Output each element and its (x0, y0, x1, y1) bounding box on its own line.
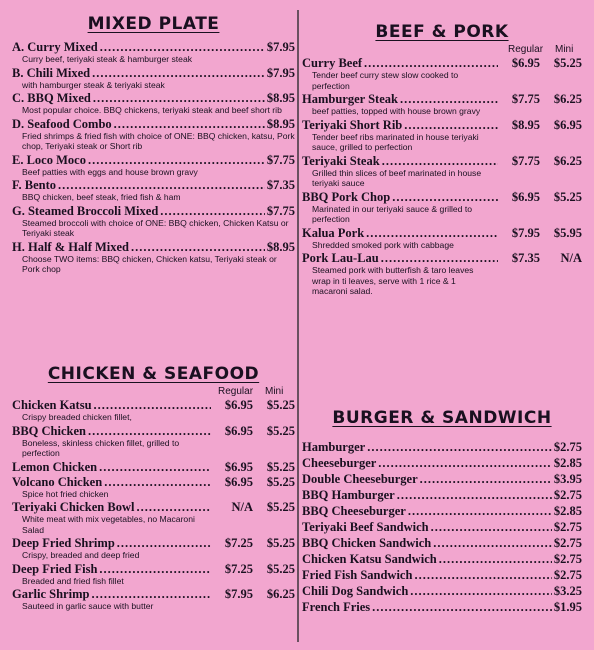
mixed-plate-section (12, 14, 295, 276)
menu-item-description: Breaded and fried fish fillet (22, 575, 124, 586)
chicken-seafood-title: CHICKEN & SEAFOOD (47, 364, 260, 384)
menu-item (302, 600, 582, 614)
leader-dots (100, 40, 265, 54)
leader-dots (92, 66, 265, 80)
menu-item-name: Hamburger Steak (302, 92, 398, 106)
leader-dots (378, 456, 552, 470)
chicken-seafood-list (12, 398, 295, 612)
menu-item-line (302, 226, 582, 240)
menu-item-description: Choose TWO items: BBQ chicken, Chicken katsu, Teriyaki steak or Pork chop (22, 253, 277, 274)
menu-item-price: $8.95 (266, 116, 295, 131)
menu-item (302, 568, 582, 582)
menu-item-line (12, 536, 295, 550)
menu-item-price: $2.75 (553, 568, 582, 582)
mini-price: $5.25 (266, 423, 295, 438)
menu-item-name: G. Steamed Broccoli Mixed (12, 203, 159, 218)
menu-item-description: Grilled thin slices of beef marinated in house teriyaki sauce (312, 167, 482, 188)
menu-item-description: Marinated in our teriyaki sauce & grilled to perfection (312, 203, 473, 224)
regular-price: $8.95 (511, 117, 540, 132)
menu-item (302, 552, 582, 566)
menu-item-name: Double Cheeseburger (302, 472, 418, 486)
menu-item-description: BBQ chicken, beef steak, fried fish & ham (22, 192, 181, 202)
menu-item-name: BBQ Hamburger (302, 488, 395, 502)
menu-item-name: BBQ Chicken (12, 423, 86, 438)
menu-item-line (12, 562, 295, 576)
leader-dots (439, 552, 552, 566)
leader-dots (392, 190, 498, 204)
leader-dots (382, 154, 498, 168)
leader-dots (114, 117, 265, 131)
menu-item-line (302, 520, 582, 534)
menu-item-price: $7.95 (266, 40, 295, 54)
menu-item (302, 536, 582, 550)
menu-item-line (12, 153, 295, 167)
chicken-seafood-column-headers (12, 386, 295, 398)
menu-item-price: $2.85 (553, 504, 582, 518)
menu-item-line (12, 117, 295, 131)
leader-dots (136, 500, 211, 514)
burger-sandwich-section (302, 408, 582, 616)
menu-item-name: Kalua Pork (302, 225, 365, 240)
menu-item-name: Teriyaki Beef Sandwich (302, 520, 429, 534)
column-divider (297, 10, 299, 642)
menu-item-line (12, 587, 295, 601)
menu-item-name: Chili Dog Sandwich (302, 584, 409, 598)
leader-dots (410, 584, 552, 598)
leader-dots (88, 153, 265, 167)
menu-item-line (302, 552, 582, 566)
menu-item (12, 500, 295, 535)
menu-item-name: Deep Fried Fish (12, 561, 98, 576)
menu-item-price: $2.75 (553, 488, 582, 502)
leader-dots (404, 118, 498, 132)
menu-item-price: $7.75 (266, 203, 295, 218)
leader-dots (99, 460, 211, 474)
menu-item-price: $8.95 (266, 239, 295, 254)
menu-item-name: Lemon Chicken (12, 459, 98, 474)
regular-price: $6.95 (224, 398, 253, 412)
mini-price: $6.25 (553, 153, 582, 168)
menu-item-description: Beef patties with eggs and house brown gravy (22, 166, 198, 177)
menu-item-price: $3.25 (553, 584, 582, 598)
menu-item-description: Steamed broccoli with choice of ONE: BBQ chicken, Chicken Katsu or Teriyaki steak (22, 217, 289, 238)
menu-item-price: $7.75 (266, 152, 295, 167)
mini-price: $6.25 (266, 587, 295, 601)
menu-item (302, 584, 582, 598)
regular-price: $7.95 (511, 225, 540, 240)
mixed-plate-title: MIXED PLATE (87, 14, 220, 34)
menu-item (12, 40, 295, 65)
regular-price: $7.35 (511, 251, 540, 265)
leader-dots (117, 536, 211, 550)
leader-dots (381, 251, 498, 265)
menu-item (302, 504, 582, 518)
mini-price: $5.25 (266, 536, 295, 550)
menu-item-line (302, 536, 582, 550)
menu-item-description: Steamed pork with butterfish & taro leaves wrap in ti leaves, serve with 1 rice & 1 macaroni salad. (312, 265, 474, 296)
leader-dots (91, 587, 211, 601)
mini-price: $6.25 (553, 92, 582, 106)
leader-dots (364, 56, 498, 70)
menu-item (12, 587, 295, 612)
menu-item-name: Chicken Katsu (12, 398, 92, 412)
menu-item-description: Most popular choice. BBQ chickens, teriyaki steak and beef short rib (22, 105, 282, 115)
menu-item (302, 118, 582, 153)
menu-item (12, 153, 295, 178)
menu-item (302, 472, 582, 486)
menu-item-name: BBQ Pork Chop (302, 189, 391, 204)
menu-item (302, 56, 582, 91)
menu-item-name: F. Bento (12, 178, 56, 192)
menu-item-name: BBQ Chicken Sandwich (302, 536, 432, 550)
menu-item-description: Shredded smoked pork with cabbage (312, 239, 454, 250)
chicken-seafood-section (12, 364, 295, 613)
menu-item-line (302, 440, 582, 454)
leader-dots (420, 472, 552, 486)
mini-price: $5.25 (266, 474, 295, 489)
menu-item-line (302, 568, 582, 582)
regular-price: $6.95 (511, 189, 540, 204)
leader-dots (414, 568, 551, 582)
mini-price: $6.95 (553, 117, 582, 132)
regular-price: $7.25 (224, 536, 253, 550)
leader-dots (131, 240, 265, 254)
menu-item-description: Sauteed in garlic sauce with butter (22, 601, 154, 611)
burger-sandwich-list (302, 440, 582, 614)
menu-item (12, 562, 295, 587)
menu-item (302, 190, 582, 225)
regular-price: N/A (231, 500, 253, 514)
menu-item (12, 204, 295, 239)
menu-item-description: with hamburger steak & teriyaki steak (22, 79, 165, 90)
menu-item-line (302, 154, 582, 168)
menu-item-line (12, 398, 295, 412)
menu-item (302, 251, 582, 297)
menu-item (12, 536, 295, 561)
leader-dots (58, 178, 265, 192)
leader-dots (367, 440, 552, 454)
menu-item-name: Garlic Shrimp (12, 587, 90, 601)
mini-price: $5.25 (266, 459, 295, 474)
regular-price: $6.95 (224, 423, 253, 438)
menu-item-description: Spice hot fried chicken (22, 488, 109, 499)
menu-item-price: $2.75 (553, 536, 582, 550)
leader-dots (94, 398, 211, 412)
menu-item-line (302, 56, 582, 70)
regular-column-label: Regular (218, 386, 254, 397)
menu-item-line (12, 424, 295, 438)
mini-column-label: Mini (555, 44, 574, 55)
menu-item-price: $1.95 (553, 600, 582, 614)
mini-price: $5.25 (266, 500, 295, 514)
menu-item-name: BBQ Cheeseburger (302, 504, 406, 518)
leader-dots (431, 520, 552, 534)
menu-item-line (12, 204, 295, 218)
regular-price: $6.95 (511, 56, 540, 70)
leader-dots (104, 475, 211, 489)
leader-dots (88, 424, 211, 438)
menu-item-name: Teriyaki Short Rib (302, 117, 403, 132)
regular-price: $7.95 (224, 587, 253, 601)
menu-item (12, 178, 295, 203)
menu-item-description: beef patties, topped with house brown gravy (312, 106, 481, 116)
regular-price: $7.75 (511, 92, 540, 106)
menu-item-description: Tender beef curry stew slow cooked to perfection (312, 70, 459, 91)
menu-item (302, 92, 582, 117)
menu-item-line (12, 240, 295, 254)
menu-item-description: Boneless, skinless chicken fillet, grilled to perfection (22, 437, 180, 458)
menu-item-name: Pork Lau-Lau (302, 251, 379, 265)
menu-item-name: E. Loco Moco (12, 152, 86, 167)
menu-item-name: C. BBQ Mixed (12, 91, 91, 105)
burger-sandwich-title: BURGER & SANDWICH (332, 408, 552, 428)
menu-item (12, 117, 295, 152)
beef-pork-list (302, 56, 582, 297)
menu-item (12, 398, 295, 423)
leader-dots (99, 562, 211, 576)
beef-pork-title: BEEF & PORK (375, 22, 509, 42)
menu-item-name: B. Chili Mixed (12, 65, 91, 80)
menu-item-line (12, 40, 295, 54)
leader-dots (433, 536, 552, 550)
menu-item-name: Curry Beef (302, 56, 363, 70)
menu-item-line (302, 251, 582, 265)
menu-item (12, 424, 295, 459)
menu-item (12, 460, 295, 474)
beef-pork-column-headers (302, 44, 582, 56)
menu-item-line (302, 488, 582, 502)
menu-item-description: White meat with mix vegetables, no Macaroni Salad (22, 514, 195, 535)
menu-item-line (302, 118, 582, 132)
menu-item-price: $7.95 (266, 65, 295, 80)
menu-item-price: $3.95 (553, 472, 582, 486)
menu-item-name: Volcano Chicken (12, 474, 103, 489)
regular-column-label: Regular (508, 44, 544, 55)
mini-price: $5.25 (553, 189, 582, 204)
menu-item-name: Teriyaki Chicken Bowl (12, 500, 135, 514)
mini-price: $5.95 (553, 225, 582, 240)
menu-item-name: Hamburger (302, 440, 366, 454)
menu-item-name: Chicken Katsu Sandwich (302, 552, 437, 566)
leader-dots (400, 92, 498, 106)
menu-item-name: Deep Fried Shrimp (12, 536, 115, 550)
menu-item (12, 91, 295, 116)
mini-price: $5.25 (553, 56, 582, 70)
menu-item (12, 66, 295, 91)
regular-price: $6.95 (224, 459, 253, 474)
regular-price: $6.95 (224, 474, 253, 489)
menu-item-line (12, 91, 295, 105)
menu-item-price: $2.75 (553, 520, 582, 534)
menu-item-line (12, 178, 295, 192)
menu-item-line (302, 504, 582, 518)
regular-price: $7.75 (511, 153, 540, 168)
menu-item (302, 520, 582, 534)
menu-item (302, 154, 582, 189)
leader-dots (160, 204, 265, 218)
menu-item-line (12, 500, 295, 514)
menu-item-price: $8.95 (266, 91, 295, 105)
menu-item-price: $2.85 (553, 456, 582, 470)
regular-price: $7.25 (224, 561, 253, 576)
menu-item-line (302, 92, 582, 106)
menu-item (302, 440, 582, 454)
menu-item-name: H. Half & Half Mixed (12, 239, 129, 254)
menu-item-line (302, 472, 582, 486)
menu-item (302, 456, 582, 470)
leader-dots (397, 488, 552, 502)
menu-item-line (302, 584, 582, 598)
menu-item-name: French Fries (302, 600, 371, 614)
menu-item-line (12, 460, 295, 474)
menu-item-name: Cheeseburger (302, 456, 377, 470)
menu-item-name: A. Curry Mixed (12, 40, 98, 54)
menu-item-name: Fried Fish Sandwich (302, 568, 413, 582)
mini-price: $5.25 (266, 561, 295, 576)
leader-dots (366, 226, 498, 240)
leader-dots (372, 600, 552, 614)
menu-item-name: D. Seafood Combo (12, 116, 112, 131)
menu-item-name: Teriyaki Steak (302, 153, 380, 168)
menu-item-description: Tender beef ribs marinated in house teriyaki sauce, grilled to perfection (312, 131, 479, 152)
menu-item-price: $2.75 (553, 440, 582, 454)
menu-item (12, 475, 295, 500)
leader-dots (408, 504, 552, 518)
menu-item-description: Curry beef, teriyaki steak & hamburger steak (22, 54, 193, 64)
mixed-plate-list (12, 40, 295, 275)
mini-column-label: Mini (265, 386, 284, 397)
menu-item-description: Fried shrimps & fried fish with choice of ONE: BBQ chicken, katsu, Pork chop, Teriyaki steak or Short rib (22, 130, 295, 151)
beef-pork-section (302, 22, 582, 298)
menu-item-line (12, 475, 295, 489)
menu-item-line (12, 66, 295, 80)
menu-item-price: $2.75 (553, 552, 582, 566)
menu-item-line (302, 600, 582, 614)
menu-item-description: Crispy breaded chicken fillet, (22, 412, 132, 422)
menu-item (302, 488, 582, 502)
menu-item-line (302, 456, 582, 470)
menu-item (12, 240, 295, 275)
leader-dots (93, 91, 265, 105)
menu-item-price: $7.35 (266, 178, 295, 192)
menu-item-description: Crispy, breaded and deep fried (22, 550, 140, 560)
mini-price: $5.25 (266, 398, 295, 412)
menu-item (302, 226, 582, 251)
menu-item-line (302, 190, 582, 204)
mini-price: N/A (560, 251, 582, 265)
